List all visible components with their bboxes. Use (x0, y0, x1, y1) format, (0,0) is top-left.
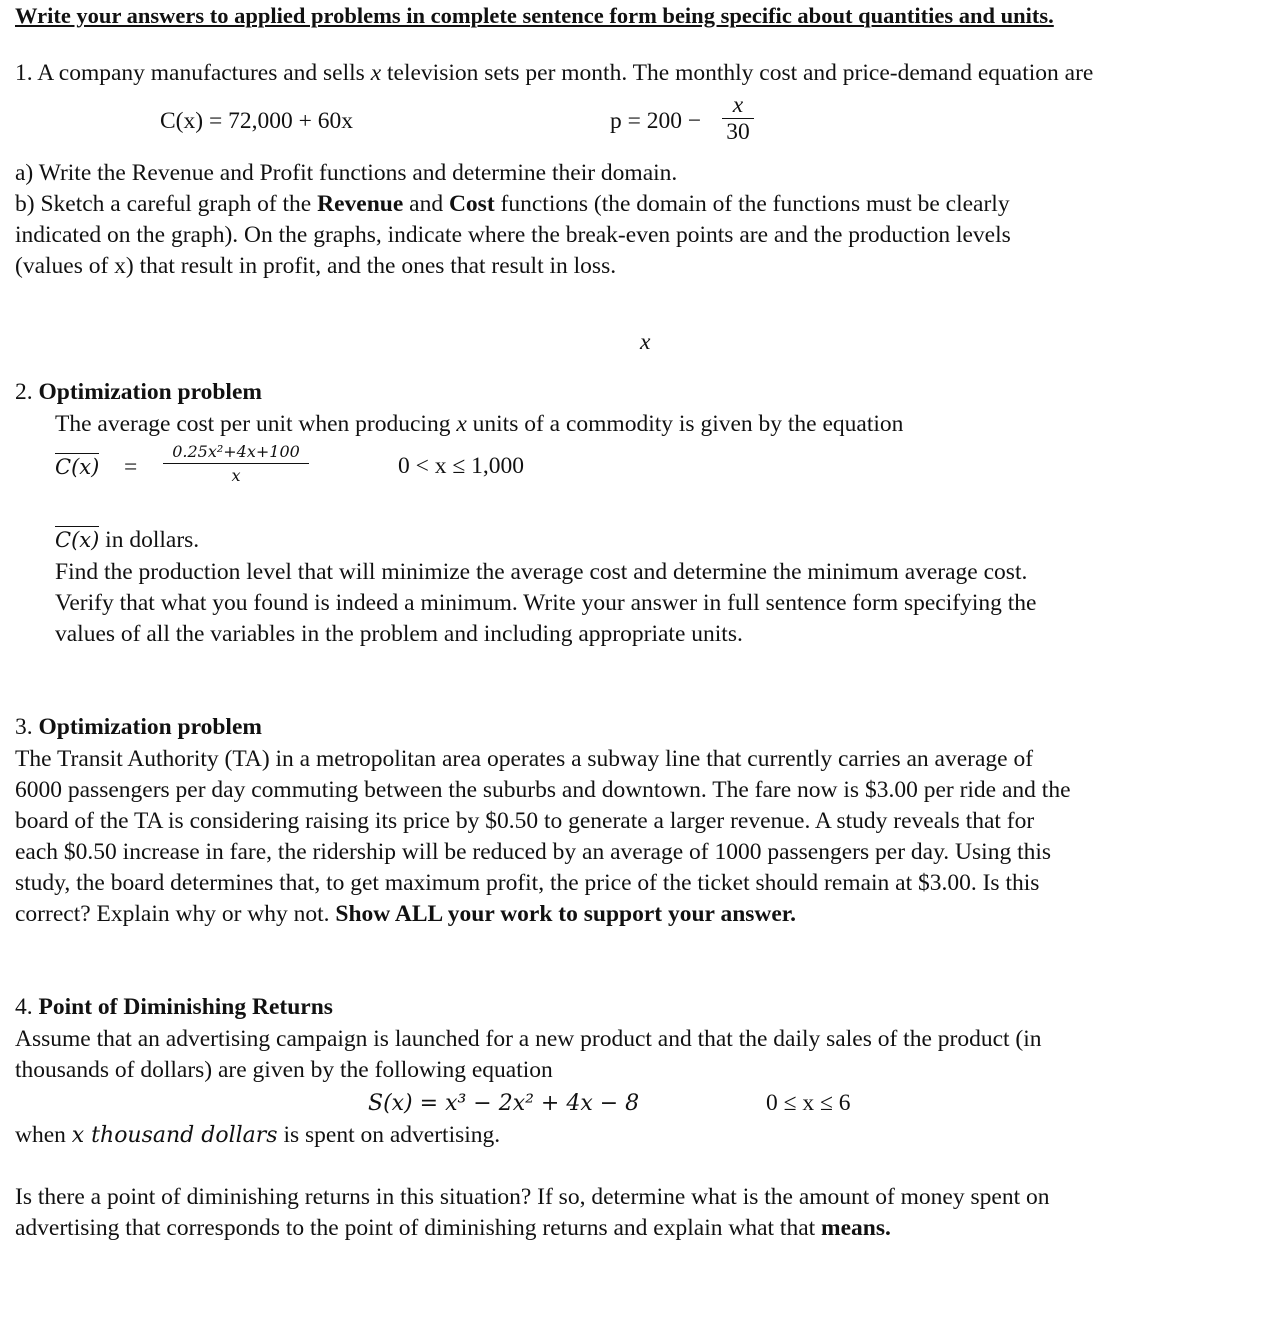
problem-3-line: 6000 passengers per day commuting between the suburbs and downtown. The fare now is $3.00 per ride and the (15, 777, 1071, 803)
problem-3-line: each $0.50 increase in fare, the ridership will be reduced by an average of 1000 passengers per day. Using this (15, 839, 1052, 865)
problem-1-part-b-line-3: (values of x) that result in profit, and the ones that result in loss. (15, 253, 617, 279)
price-demand-equation: p = 200 − (610, 108, 702, 134)
problem-2-line-5: values of all the variables in the problem and including appropriate units. (55, 621, 743, 647)
stray-x-variable: x (640, 329, 651, 355)
problem-2-line-4: Verify that what you found is indeed a minimum. Write your answer in full sentence form specifying the (55, 590, 1037, 616)
cost-equation: C(x) = 72,000 + 60x (160, 108, 353, 134)
sales-equation: S(x) = x³ − 2x² + 4x − 8 (368, 1091, 640, 1116)
problem-3-last-line: correct? Explain why or why not. Show ALL your work to support your answer. (15, 901, 796, 927)
problem-2-line-3: Find the production level that will minimize the average cost and determine the minimum average cost. (55, 559, 1028, 585)
problem-4-heading: 4. Point of Diminishing Returns (15, 994, 333, 1020)
problem-3-heading: 3. Optimization problem (15, 714, 262, 740)
problem-4-question-line-2: advertising that corresponds to the point of diminishing returns and explain what that means. (15, 1215, 891, 1241)
problem-1-part-b: b) Sketch a careful graph of the Revenue and Cost functions (the domain of the functions must be clearly (15, 191, 1010, 217)
problem-2-domain: 0 < x ≤ 1,000 (398, 453, 525, 479)
problem-2-heading: 2. Optimization problem (15, 379, 262, 405)
problem-3-line: study, the board determines that, to get maximum profit, the price of the ticket should remain at $3.00. Is this (15, 870, 1040, 896)
problem-2-units: C(x) in dollars. (55, 527, 200, 553)
problem-1-part-b-line-2: indicated on the graph). On the graphs, indicate where the break-even points are and the production levels (15, 222, 1011, 248)
problem-2-line-1: The average cost per unit when producing x units of a commodity is given by the equation (55, 411, 904, 437)
problem-1-part-a: a) Write the Revenue and Profit functions and determine their domain. (15, 160, 678, 186)
problem-1-intro: 1. A company manufactures and sells x television sets per month. The monthly cost and price-demand equation are (15, 60, 1094, 86)
equals-sign: = (124, 454, 138, 480)
average-cost-fraction: 0.25x²+4x+100 x (163, 441, 309, 488)
problem-4-when: when x thousand dollars is spent on advertising. (15, 1122, 501, 1148)
price-fraction: x 30 (722, 92, 754, 145)
problem-3-line: The Transit Authority (TA) in a metropolitan area operates a subway line that currently carries an average of (15, 746, 1034, 772)
problem-4-domain: 0 ≤ x ≤ 6 (766, 1090, 851, 1116)
problem-4-line-2: thousands of dollars) are given by the following equation (15, 1057, 553, 1083)
problem-1-number: 1. (15, 60, 33, 86)
problem-4-question-line-1: Is there a point of diminishing returns in this situation? If so, determine what is the amount of money spent on (15, 1184, 1050, 1210)
page-title: Write your answers to applied problems in complete sentence form being specific about quantities and units. (15, 3, 1054, 28)
problem-4-line-1: Assume that an advertising campaign is launched for a new product and that the daily sales of the product (in (15, 1026, 1042, 1052)
average-cost-symbol: C(x) (55, 455, 100, 479)
problem-3-line: board of the TA is considering raising its price by $0.50 to generate a larger revenue. A study reveals that for (15, 808, 1035, 834)
